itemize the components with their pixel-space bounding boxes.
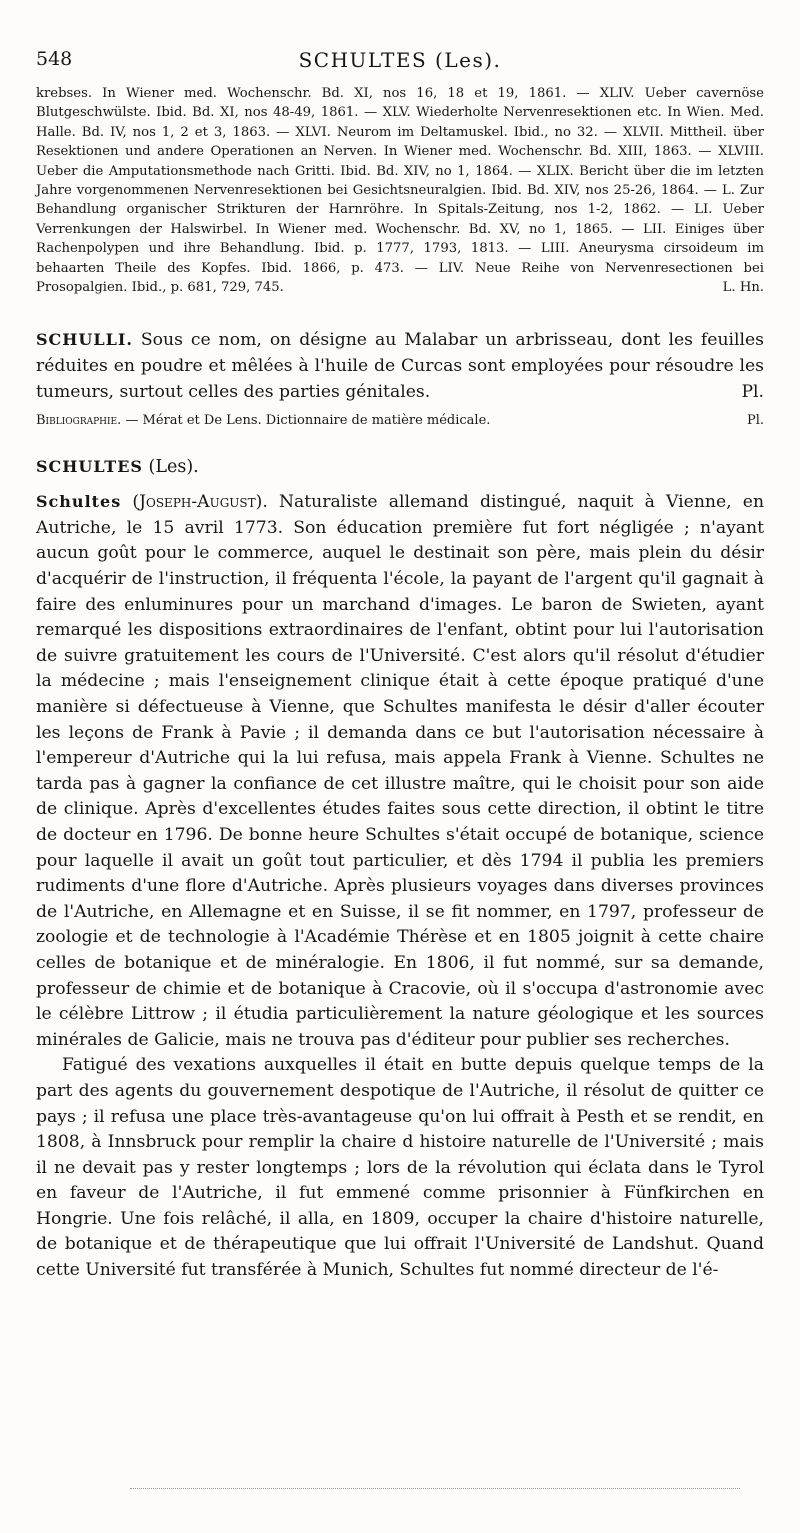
page-number: 548 [36,48,73,70]
schulli-lemma: SCHULLI. [36,330,133,350]
bibliographie-signature: Pl. [746,413,764,429]
schultes-paragraph-1 [36,489,764,1053]
page-header [36,48,764,84]
bibliographie-label: Bibliographie. [36,413,122,429]
schultes-title-lemma: SCHULTES [36,457,143,477]
schultes-title-rest: (Les). [148,457,199,478]
schulli-signature: Pl. [741,381,764,402]
bibliography-signature: L. Hn. [722,280,764,296]
running-head: SCHULTES (Les). [298,48,502,72]
bibliography-continuation [36,84,764,297]
bibliography-text: krebses. In Wiener med. Wochenschr. Bd. XI, nos 16, 18 et 19, 1861. — XLIV. Ueber cavernöse Blutgeschwülste. Ibid. Bd. XI, nos 48-49, 1861. — XLV. Wiederholte Nervenresektionen etc. In Wien. Med. Halle. Bd. IV, nos 1, 2 et 3, 1863. — XLVI. Neurom im Deltamuskel. Ibid., no 32. — XLVII. Mittheil. über Resektionen und andere Operationen an Nerven. In Wiener med. Wochenschr. Bd. XIII, 1863. — XLVIII. Ueber die Amputationsmethode nach Gritti. Ibid. Bd. XIV, no 1, 1864. — XLIX. Bericht über die im letzten Jahre vorgenommenen Nervenresektionen bei Gesichtsneuralgien. Ibid. Bd. XIV, nos 25-26, 1864. — L. Zur Behandlung organischer Strikturen der Harnröhre. In Spitals-Zeitung, nos 1-2, 1862. — LI. Ueber Verrenkungen der Halswirbel. In Wiener med. Wochenschr. Bd. XV, no 1, 1865. — LII. Einiges über Rachenpolypen und ihre Behandlung. Ibid. p. 1777, 1793, 1813. — LIII. Aneurysma cirsoideum im behaarten Theile des Kopfes. Ibid. 1866, p. 473. — LIV. Neue Reihe von Nervenresectionen bei Prosopalgien. Ibid., p. 681, 729, 745. [36,86,764,296]
schultes-paragraph-1-text: Naturaliste allemand distingué, naquit à Vienne, en Autriche, le 15 avril 1773. Son éducation première fut fort négligée ; n'ayant aucun goût pour le commerce, auquel le destinait son père, mais plein du désir d'acquérir de l'instruction, il fréquenta l'école, la payant de l'argent qu'il gagnait à faire des enluminures pour un marchand d'images. Le baron de Swieten, ayant remarqué les dispositions extraordinaires de l'enfant, obtint pour lui l'autorisation de suivre gratuitement les cours de l'Université. C'est alors qu'il résolut d'étudier la médecine ; mais l'enseignement clinique était à cette époque pratiqué d'une manière si défectueuse à Vienne, que Schultes manifesta le désir d'aller écouter les leçons de Frank à Pavie ; il demanda dans ce but l'autorisation nécessaire à l'empereur d'Autriche qui la lui refusa, mais appela Frank à Vienne. Schultes ne tarda pas à gagner la confiance de cet illustre maître, qui le choisit pour son aide de clinique. Après d'excellentes études faites sous cette direction, il obtint le titre de docteur en 1796. De bonne heure Schultes s'était occupé de botanique, science pour laquelle il avait un goût tout particulier, et dès 1794 il publia les premiers rudiments d'une flore d'Autriche. Après plusieurs voyages dans diverses provinces de l'Autriche, en Allemagne et en Suisse, il se fit nommer, en 1797, professeur de zoologie et de technologie à l'Académie Thérèse et en 1805 joignit à cette chaire celles de botanique et de minéralogie. En 1806, il fut nommé, sur sa demande, professeur de chimie et de botanique à Cracovie, où il s'occupa d'astronomie avec le célèbre Littrow ; il étudia particulièrement la nature géologique et les sources minérales de Galicie, mais ne trouva pas d'éditeur pour publier ses recherches. [36,492,765,1050]
schultes-paragraph-2: Fatigué des vexations auxquelles il était en butte depuis quelque temps de la part des agents du gouvernement despotique de l'Autriche, il résolut de quitter ce pays ; il refusa une place très-avantageuse qu'on lui offrait à Pesth et se rendit, en 1808, à Innsbruck pour remplir la chaire d histoire naturelle de l'Université ; mais il ne devait pas y rester longtemps ; lors de la révolution qui éclata dans le Tyrol en faveur de l'Autriche, il fut emmené comme prisonnier à Fünfkirchen en Hongrie. Une fois relâché, il alla, en 1809, occuper la chaire d'histoire naturelle, de botanique et de thérapeutique que lui offrait l'Université de Landshut. Quand cette Université fut transférée à Munich, Schultes fut nommé directeur de l'é- [36,1055,764,1281]
footer-rule [130,1488,740,1489]
schulli-text: Sous ce nom, on désigne au Malabar un arbrisseau, dont les feuilles réduites en poudre et mêlées à l'huile de Curcas sont employées pour résoudre les tumeurs, surtout celles des parties génitales. [36,330,764,402]
schultes-section-title [36,457,764,477]
bibliographie-text: — Mérat et De Lens. Dictionnaire de matière médicale. [125,413,491,429]
schulli-entry [36,327,764,405]
schultes-sub-lemma: Schultes [36,492,122,512]
schulli-bibliographie [36,411,764,431]
schultes-sub-name: (Joseph-August). [132,492,268,513]
